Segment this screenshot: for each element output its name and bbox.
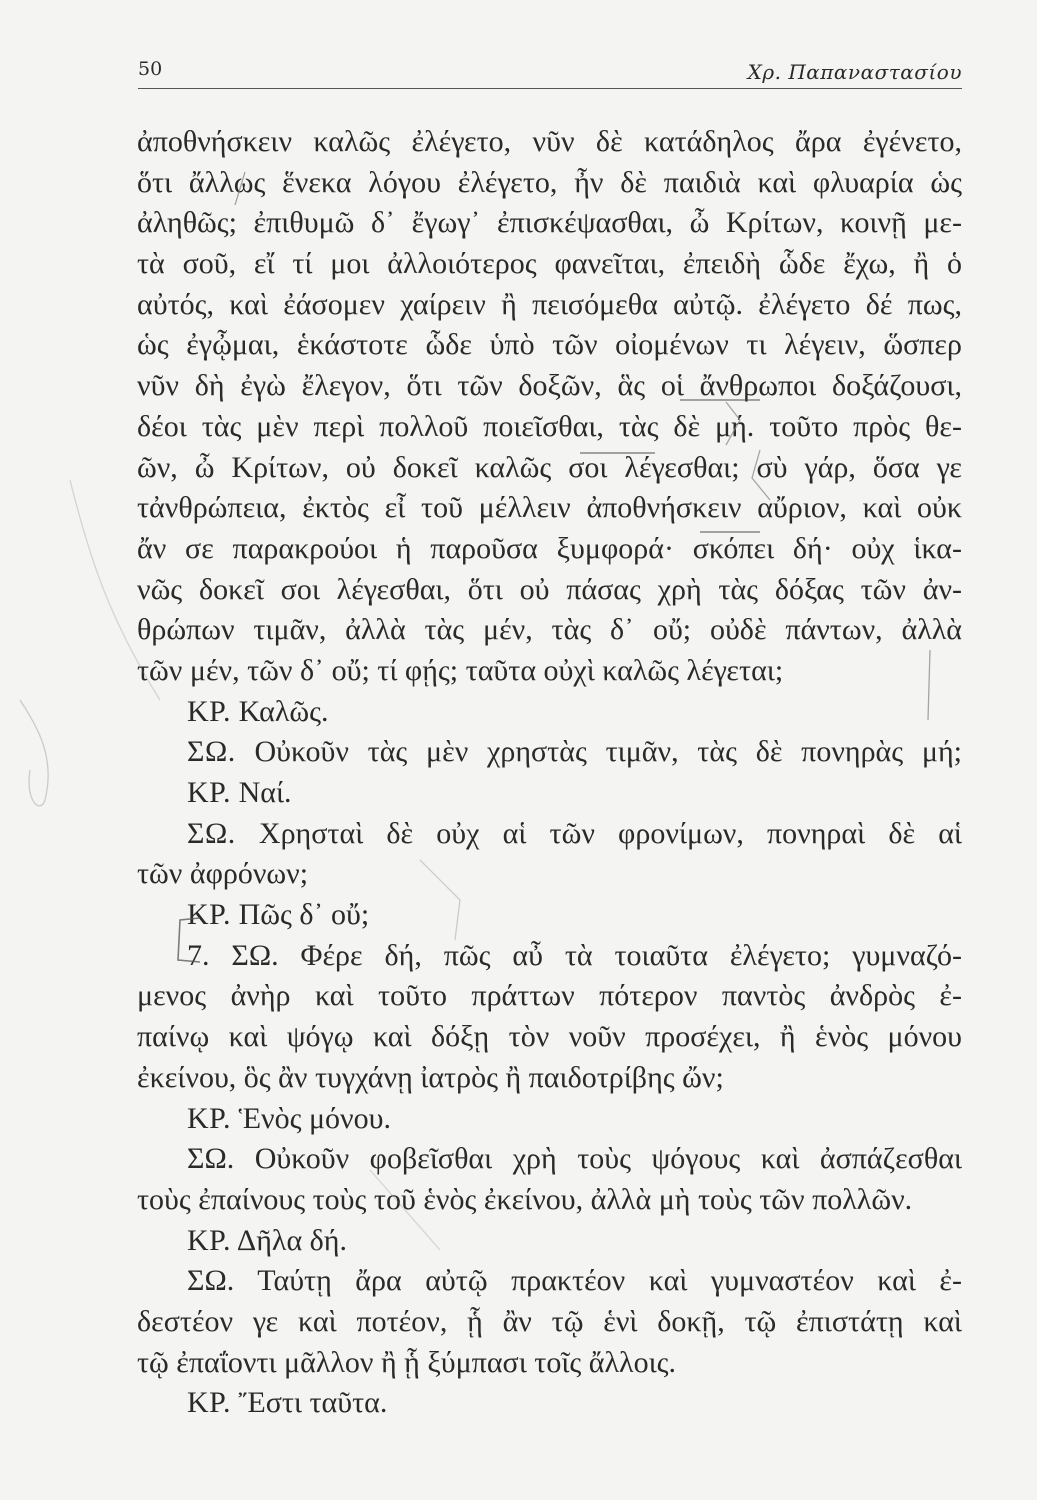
dialogue-line [137,692,962,733]
text-line: τἀνθρώπεια, ἐκτὸς εἶ τοῦ μέλλειν ἀποθνήσκειν αὔριον, καὶ οὐκ [137,491,962,525]
text-line: 7. ΣΩ. Φέρε δή, πῶς αὖ τὰ τοιαῦτα ἐλέγετο; γυμναζό- [187,938,962,972]
page-number: 50 [138,58,163,80]
text-line: ΣΩ. Ταύτῃ ἄρα αὐτῷ πρακτέον καὶ γυμναστέον καὶ ἐ- [187,1264,962,1298]
dialogue-line [137,773,962,814]
text-line: τῶν μέν, τῶν δ᾽ οὔ; τί φῄς; ταῦτα οὐχὶ καλῶς λέγεται; [137,653,784,687]
speaker-label: ΚΡ. [187,898,232,932]
text-line: δεστέον γε καὶ ποτέον, ᾗ ἂν τῷ ἑνὶ δοκῇ, τῷ ἐπιστάτῃ καὶ [137,1304,962,1338]
running-head: Χρ. Παπαναστασίου [747,60,962,84]
speaker-label: ΚΡ. [187,694,232,728]
text-line: ἐκείνου, ὃς ἂν τυγχάνῃ ἰατρὸς ἢ παιδοτρίβης ὤν; [137,1060,724,1094]
speaker-label: ΣΩ. [187,735,236,769]
speaker-label: ΣΩ. [187,816,236,850]
text-line: μενος ἀνὴρ καὶ τοῦτο πράττων πότερον παντὸς ἀνδρὸς ἐ- [137,979,962,1013]
text-line: ἀληθῶς; ἐπιθυμῶ δ᾽ ἔγωγ᾽ ἐπισκέψασθαι, ὦ Κρίτων, κοινῇ με- [137,206,962,240]
section-7 [137,936,962,1099]
text-line: θρώπων τιμᾶν, ἀλλὰ τὰς μέν, τὰς δ᾽ οὔ; οὐδὲ πάντων, ἀλλὰ [137,613,962,647]
text-line: τῷ ἐπαΐοντι μᾶλλον ἢ ᾗ ξύμπασι τοῖς ἄλλοις. [137,1345,677,1379]
speaker-label: ΚΡ. [187,1386,232,1420]
dialogue-line [137,1221,962,1262]
paragraph [137,122,962,692]
page-header [138,52,962,89]
dialogue-line [137,1383,962,1424]
speech-text: Χρησταὶ δὲ οὐχ αἱ τῶν φρονίμων, πονηραὶ δὲ αἱ [258,816,962,850]
speaker-label: ΚΡ. [187,1101,232,1135]
text-line: ὡς ἐγᾦμαι, ἑκάστοτε ὧδε ὑπὸ τῶν οἰομένων τι λέγειν, ὥσπερ [137,328,962,362]
pencil-margin-scribble [20,700,48,806]
speech-text: Ἑνὸς μόνου. [238,1101,391,1135]
body-text [137,122,962,1424]
speaker-label: ΚΡ. [187,776,232,809]
speaker-label: ΚΡ. [187,1223,232,1257]
text-line: ΣΩ. Οὐκοῦν φοβεῖσθαι χρὴ τοὺς ψόγους καὶ ἀσπάζεσθαι [187,1142,962,1176]
dialogue-line [137,895,962,936]
text-line: ἄν σε παρακρούοι ἡ παροῦσα ξυμφορά· σκόπει δή· οὐχ ἱκα- [137,531,962,565]
speech-text: Οὐκοῦν τὰς μὲν χρηστὰς τιμᾶν, τὰς δὲ πονηρὰς μή; [254,735,962,769]
text-line: νῶς δοκεῖ σοι λέγεσθαι, ὅτι οὐ πάσας χρὴ τὰς δόξας τῶν ἀν- [137,572,962,606]
text-line: δέοι τὰς μὲν περὶ πολλοῦ ποιεῖσθαι, τὰς δὲ μή. τοῦτο πρὸς θε- [137,409,962,443]
text-line: ὅτι ἄλλως ἕνεκα λόγου ἐλέγετο, ἦν δὲ παιδιὰ καὶ φλυαρία ὡς [137,165,962,199]
speech-text: Δῆλα δή. [236,1223,347,1257]
speech-text: Καλῶς. [238,694,329,728]
text-line: νῦν δὴ ἐγὼ ἔλεγον, ὅτι τῶν δοξῶν, ἃς οἱ ἄνθρωποι δοξάζουσι, [137,369,962,403]
dialogue-line [137,814,962,855]
speech-text: Πῶς δ᾽ οὔ; [238,898,370,932]
speech-text: Ἔστι ταῦτα. [238,1386,388,1420]
text-line: ῶν, ὦ Κρίτων, οὐ δοκεῖ καλῶς σοι λέγεσθαι; σὺ γάρ, ὅσα γε [137,450,962,484]
text-line: τοὺς ἐπαίνους τοὺς τοῦ ἑνὸς ἐκείνου, ἀλλὰ μὴ τοὺς τῶν πολλῶν. [137,1182,913,1216]
text-line: ἀποθνήσκειν καλῶς ἐλέγετο, νῦν δὲ κατάδηλος ἄρα ἐγένετο, [137,125,962,158]
dialogue-line [137,732,962,773]
text-line: τὰ σοῦ, εἴ τί μοι ἀλλοιότερος φανεῖται, ἐπειδὴ ὧδε ἔχω, ἢ ὁ [137,247,962,281]
text-line: τῶν ἀφρόνων; [137,857,309,891]
speech-text: Ναί. [238,776,292,809]
text-line: παίνῳ καὶ ψόγῳ καὶ δόξῃ τὸν νοῦν προσέχει, ἢ ἑνὸς μόνου [137,1020,962,1054]
dialogue-line [137,1099,962,1140]
text-line: αὐτός, καὶ ἐάσομεν χαίρειν ἢ πεισόμεθα αὐτῷ. ἐλέγετο δέ πως, [137,287,962,321]
